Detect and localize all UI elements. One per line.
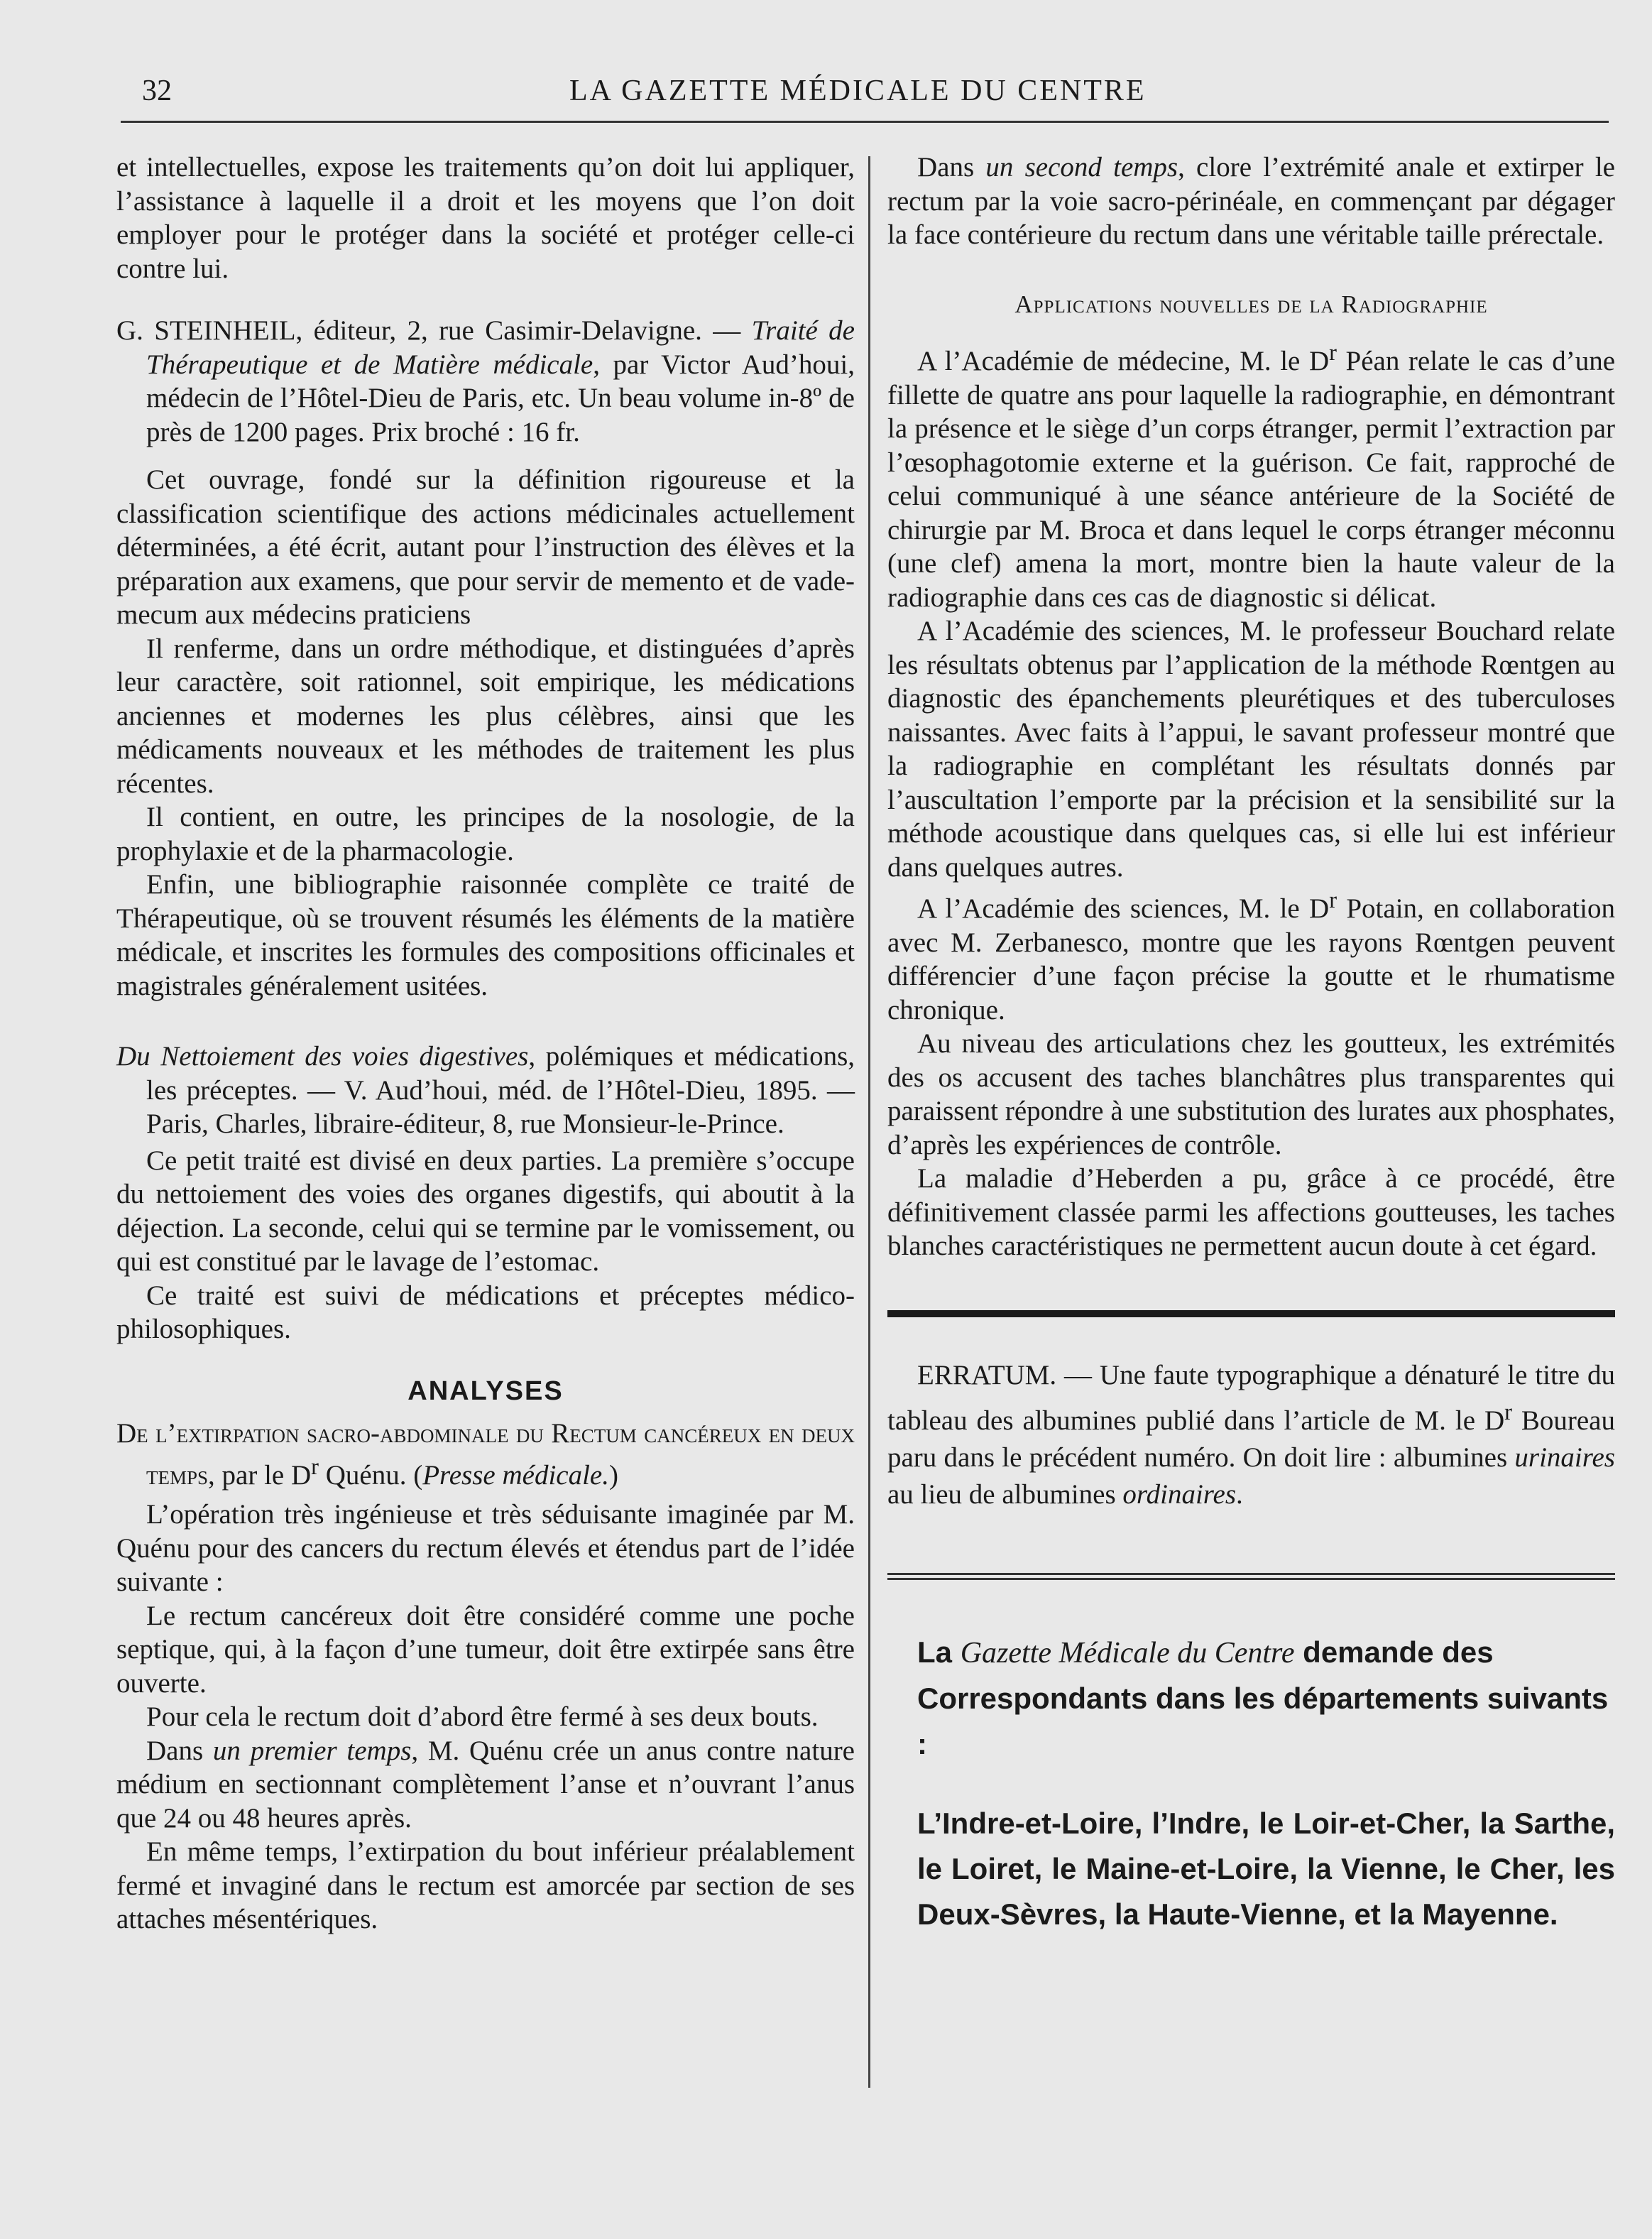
paragraph: Au niveau des articulations chez les goutteux, les extrémités des os accusent des taches blanchâtres plus transparentes qui paraissent répondre à une substitution des lurates aux phosphates, d’après les expériences de contrôle. <box>887 1028 1615 1160</box>
section-heading-analyses: ANALYSES <box>407 1375 564 1406</box>
correspondents-notice <box>887 1630 1615 1937</box>
text: Péan relate le cas d’une fillette de quatre ans pour laquelle la radiographie, en démontrant la présence et le siège d’un corps étranger, permit l’extraction par l’œsophagotomie externe et la guérison. Ce fait, rapproché de celui communiqué à une séance antérieure de la Société de chirurgie par M. Broca et dans lequel le corps étranger méconnu (une clef) amena la mort, montre bien la haute valeur de la radiographie dans ces cas de diagnostic si délicat. <box>887 346 1616 613</box>
emphasis: un second temps <box>985 152 1178 183</box>
book-title: Traité de Thérapeutique et de Matière médicale <box>146 315 855 380</box>
paragraph: En même temps, l’extirpation du bout inférieur préalablement fermé et invaginé dans le rectum est amorcée par section de ses attaches mésentériques. <box>116 1836 855 1934</box>
book-title: Du Nettoiement des voies digestives <box>116 1041 529 1072</box>
right-column <box>887 151 1615 1937</box>
paragraph <box>887 337 1615 614</box>
paragraph: Ce traité est suivi de médications et préceptes médico-philosophiques. <box>116 1280 855 1344</box>
paragraph: Ce petit traité est divisé en deux parties. La première s’occupe du nettoiement des voies des organes digestifs, qui aboutit à la déjection. La seconde, celui qui se termine par le vomissement, ou qui est constitué par le lavage de l’estomac. <box>116 1145 855 1277</box>
citation-author: Quénu. ( <box>318 1459 423 1491</box>
citation-sup: r <box>311 1454 319 1480</box>
paragraph: Le rectum cancéreux doit être considéré comme une poche septique, qui, à la façon d’une tumeur, doit être extirpée sans être ouverte. <box>116 1600 855 1699</box>
paragraph: Cet ouvrage, fondé sur la définition rigoureuse et la classification scientifique des actions médicinales actuellement déterminées, a été écrit, autant pour l’instruction des élèves et la préparation aux examens, que pour servir de memento et de vade-mecum aux médecins praticiens <box>116 464 855 630</box>
text: Boureau paru dans le précédent numéro. On doit lire : albumines <box>887 1405 1615 1473</box>
book-details: , polémiques et médications, les préceptes. — V. Aud’houi, méd. de l’Hôtel-Dieu, 1895. — Paris, Charles, libraire-éditeur, 8, rue Monsieur-le-Prince. <box>146 1041 855 1139</box>
column-divider <box>868 156 870 2088</box>
citation-source: Presse médicale. <box>422 1459 609 1491</box>
text: , M. Quénu crée un anus contre nature médium en sectionnant complètement l’anse et n’ouvrant l’anus que 24 ou 48 heures après. <box>116 1735 855 1834</box>
notice-departments: L’Indre-et-Loire, l’Indre, le Loir-et-Cher, la Sarthe, le Loiret, le Maine-et-Loire, la Vienne, le Cher, les Deux-Sèvres, la Haute-Vienne, et la Mayenne. <box>917 1806 1615 1931</box>
book-details: , par Victor Aud’houi, médecin de l’Hôtel-Dieu de Paris, etc. Un beau volume in-8º de près de 1200 pages. Prix broché : 16 fr. <box>146 349 855 447</box>
journal-title: LA GAZETTE MÉDICALE DU CENTRE <box>569 75 1147 107</box>
book-notice-nettoiement <box>116 1040 855 1141</box>
paragraph: La maladie d’Heberden a pu, grâce à ce procédé, être définitivement classée parmi les affections goutteuses, les taches blanches caractéristiques ne permettent aucun doute à cet égard. <box>887 1163 1615 1261</box>
header-rule <box>121 121 1609 123</box>
left-column <box>116 151 855 1936</box>
paragraph: Il contient, en outre, les principes de la nosologie, de la prophylaxie et de la pharmacologie. <box>116 802 855 866</box>
superscript: r <box>1329 340 1337 366</box>
section-rule-double <box>887 1573 1615 1580</box>
superscript: r <box>1504 1399 1512 1425</box>
journal-name: Gazette Médicale du Centre <box>960 1636 1295 1669</box>
text: au lieu de albumines <box>887 1478 1123 1510</box>
section-heading-radiographie: Applications nouvelles de la Radiographie <box>1014 290 1488 318</box>
text: Potain, en collaboration avec M. Zerbanesco, montre que les rayons Rœntgen peuvent différencier d’une façon précise la goutte et le rhumatisme chronique. <box>887 893 1615 1025</box>
text: A l’Académie des sciences, M. le D <box>917 893 1330 924</box>
superscript: r <box>1329 888 1338 913</box>
emphasis: un premier temps <box>212 1735 412 1766</box>
paragraph: L’opération très ingénieuse et très séduisante imaginée par M. Quénu pour des cancers du rectum élevés et étendus part de l’idée suivante : <box>116 1499 855 1597</box>
paragraph-continued: et intellectuelles, expose les traitements qu’on doit lui appliquer, l’assistance à laquelle il a droit et les moyens que l’on doit employer pour le protéger dans la société et protéger celle-ci contre lui. <box>116 152 855 284</box>
text: A l’Académie de médecine, M. le D <box>917 346 1330 376</box>
text: demande des Correspondants dans les départements suivants : <box>917 1635 1609 1760</box>
article-title: De l’extirpation sacro-abdominale du Rectum cancéreux en deux temps <box>116 1418 855 1491</box>
paragraph: A l’Académie des sciences, M. le professeur Bouchard relate les résultats obtenus par l’application de la méthode Rœntgen au diagnostic des épanchements pleurétiques et des tuberculoses naissantes. Avec faits à l’appui, le savant professeur montré que la radiographie en complétant les résultats donnés par l’auscultation l’emporte par la précision et la sensibilité sur la méthode acoustique dans quelques cas, si elle lui est inférieur dans quelques autres. <box>887 616 1615 883</box>
paragraph <box>887 151 1615 252</box>
book-notice-steinheil <box>116 314 855 449</box>
publisher-line: G. STEINHEIL, éditeur, 2, rue Casimir-Delavigne. — <box>116 315 741 346</box>
erratum-notice <box>887 1357 1615 1513</box>
citation-text: , par le D <box>208 1459 312 1491</box>
section-rule-thick <box>887 1310 1615 1317</box>
paragraph: Enfin, une bibliographie raisonnée complète ce traité de Thérapeutique, où se trouvent résumés les éléments de la matière médicale, et inscrites les formules des compositions officinales et magistrales généralement usitées. <box>116 869 855 1001</box>
paragraph: Pour cela le rectum doit d’abord être fermé à ses deux bouts. <box>146 1701 819 1732</box>
text: . <box>1236 1478 1243 1510</box>
article-citation <box>116 1417 855 1492</box>
text: ERRATUM. — Une faute typographique a dénaturé le titre du tableau des albumines publié dans l’article de M. le D <box>887 1359 1615 1436</box>
notice-lead <box>887 1630 1615 1767</box>
text: , clore l’extrémité anale et extirper le rectum par la voie sacro-périnéale, en commençant par dégager la face contérieure du rectum dans une véritable taille prérectale. <box>887 152 1615 250</box>
emphasis: ordinaires <box>1122 1478 1237 1510</box>
citation-close: ) <box>608 1459 618 1491</box>
text: Dans <box>917 152 986 183</box>
text: La <box>917 1635 961 1669</box>
paragraph: Il renferme, dans un ordre méthodique, et distinguées d’après leur caractère, soit rationnel, soit empirique, les médications anciennes et modernes les plus célèbres, ainsi que les médicaments nouveaux et les méthodes de traitement les plus récentes. <box>116 633 855 799</box>
page-number: 32 <box>142 75 172 107</box>
emphasis: urinaires <box>1514 1442 1615 1473</box>
text: Dans <box>146 1735 213 1766</box>
paragraph <box>116 1734 855 1836</box>
paragraph <box>887 884 1615 1027</box>
